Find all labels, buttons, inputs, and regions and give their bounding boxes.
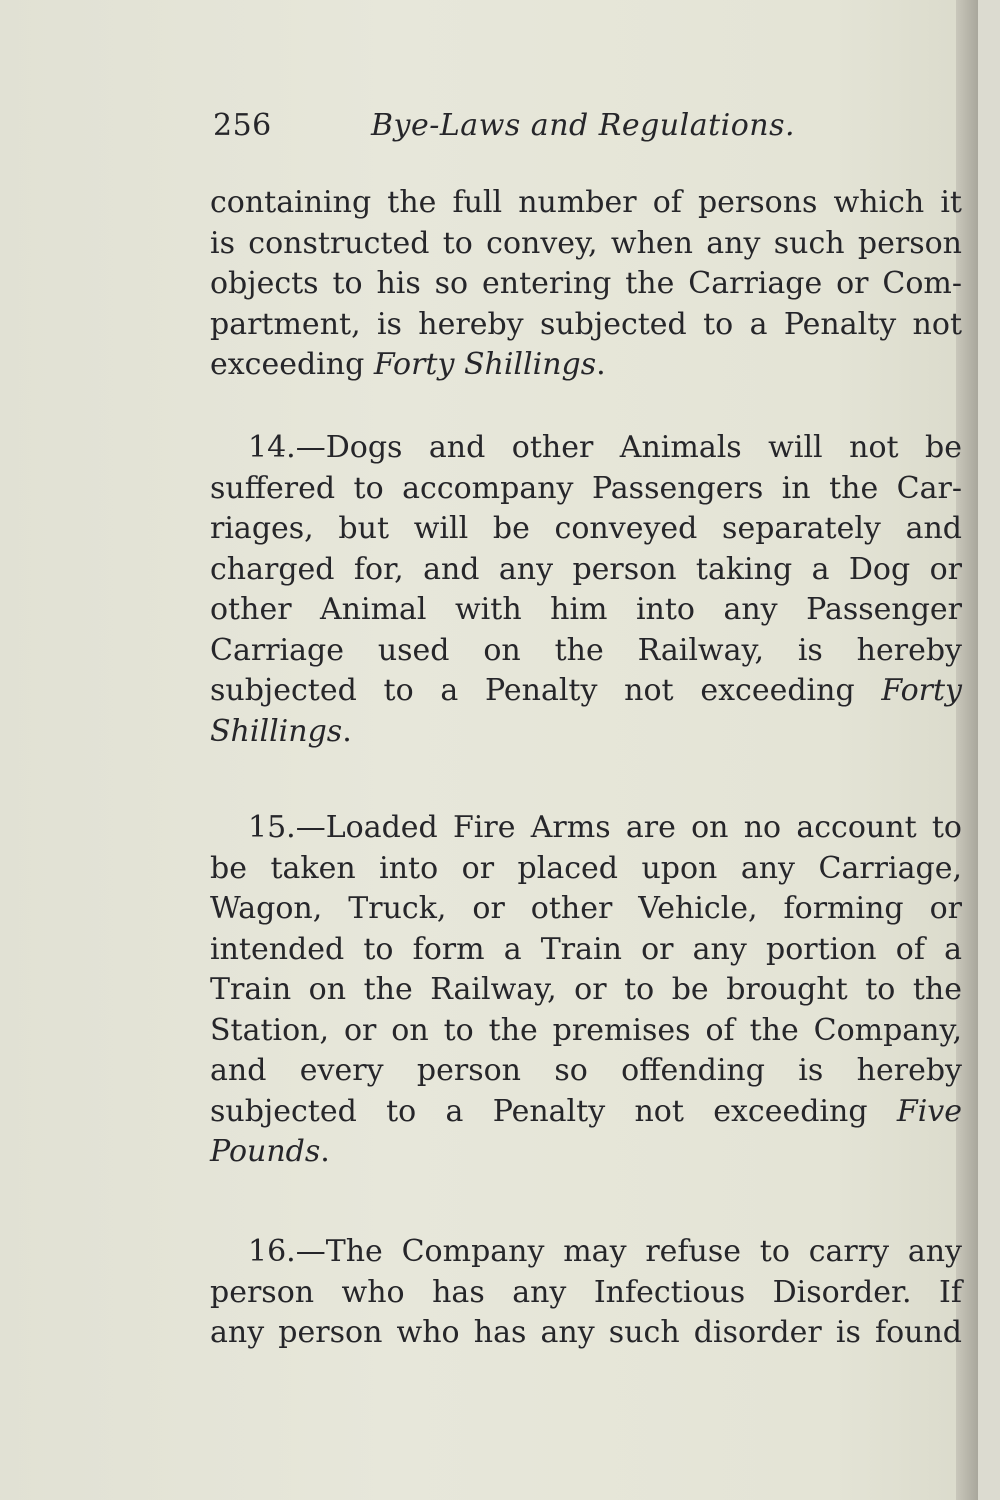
paragraph-15 [210,808,962,1173]
text-line: other Animal with him into any Passenger [210,592,962,627]
text-line: charged for, and any person taking a Dog or [210,551,962,587]
paragraph-13-continuation [210,183,962,386]
text-line [210,671,962,712]
text-line: Station, or on to the premises of the Company, [210,1012,962,1048]
text-line: 16.—The Company may refuse to carry any [248,1234,962,1269]
running-title: Bye-Laws and Regulations. [371,108,796,143]
text-line: objects to his so entering the Carriage or Com- [210,266,962,301]
text-line [210,712,962,753]
text-line: be taken into or placed upon any Carriage, [210,850,962,886]
italic-text: Forty Shillings [373,347,597,382]
italic-text: Forty [881,673,962,708]
text-line: containing the full number of persons which it [210,185,962,220]
text-line: 15.—Loaded Fire Arms are on no account to [248,810,962,845]
running-header [213,106,963,146]
text-line: and every person so offending is hereby [210,1053,962,1088]
text-line: intended to form a Train or any portion of a [210,931,962,967]
page-number: 256 [213,108,272,143]
paragraph-16 [210,1232,962,1354]
text-line [210,345,962,386]
italic-text: Five [896,1093,962,1129]
text-run: subjected to a Penalty not exceeding [210,673,882,708]
text-run: . [596,347,606,382]
text-line [210,1092,962,1133]
italic-text: Shillings [210,713,343,749]
text-run: . [320,1134,330,1169]
text-run: . [342,713,352,749]
text-line: 14.—Dogs and other Animals will not be [248,430,962,465]
paragraph-14 [210,428,962,752]
text-line: partment, is hereby subjected to a Penalty not [210,306,962,342]
text-line: Carriage used on the Railway, is hereby [210,632,962,668]
text-line: riages, but will be conveyed separately and [210,511,962,546]
text-line: Wagon, Truck, or other Vehicle, forming or [210,891,962,926]
text-line: is constructed to convey, when any such person [210,225,962,261]
text-line [210,1132,962,1173]
text-line: person who has any Infectious Disorder. If [210,1274,962,1310]
text-run: exceeding [210,347,374,382]
text-line: suffered to accompany Passengers in the Car- [210,470,962,506]
text-line: any person who has any such disorder is found [210,1315,962,1350]
italic-text: Pounds [210,1134,321,1169]
text-run: subjected to a Penalty not exceeding [210,1093,897,1129]
text-line: Train on the Railway, or to be brought to the [210,972,962,1007]
